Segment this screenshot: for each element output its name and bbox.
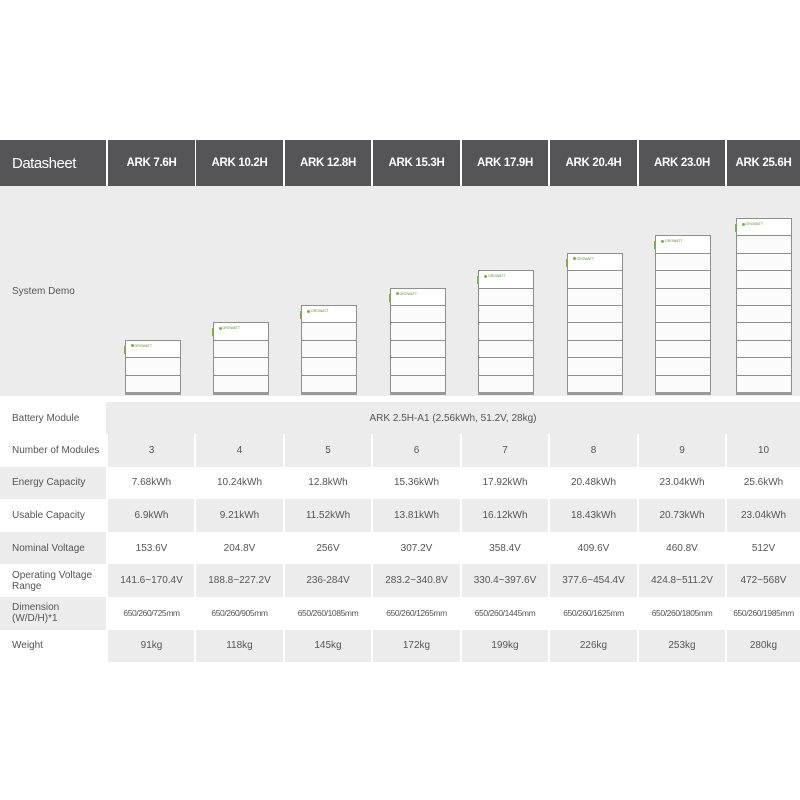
row-value: 199kg — [462, 630, 548, 663]
battery-module-block — [390, 357, 446, 375]
row-value: 5 — [285, 434, 371, 467]
row-value: 16.12kWh — [462, 499, 548, 532]
battery-module-block — [390, 375, 446, 393]
battery-module-block — [478, 340, 534, 358]
row-label: Dimension (W/D/H)*1 — [0, 597, 106, 630]
model-header: ARK 25.6H — [727, 140, 800, 186]
row-value: 307.2V — [373, 532, 460, 565]
battery-module-block — [736, 270, 792, 288]
battery-tower — [213, 322, 269, 395]
row-value: 460.8V — [639, 532, 725, 565]
battery-module-block — [567, 340, 623, 358]
battery-module-block — [736, 357, 792, 375]
battery-module-block — [125, 375, 181, 393]
row-value: 204.8V — [196, 532, 283, 565]
column-divider — [637, 434, 639, 662]
brand-logo: GROWATT — [396, 292, 418, 296]
model-header: ARK 7.6H — [108, 140, 195, 186]
tower-base — [567, 392, 623, 395]
row-value: 256V — [285, 532, 371, 565]
row-value: 23.04kWh — [727, 499, 800, 532]
row-value: 650/260/1445mm — [462, 597, 548, 630]
battery-module-block — [301, 375, 357, 393]
row-value: 10.24kWh — [196, 467, 283, 500]
brand-logo: GROWATT — [219, 326, 241, 330]
row-label: Nominal Voltage — [0, 532, 106, 565]
battery-module-block — [478, 305, 534, 323]
row-value: 141.6~170.4V — [108, 564, 195, 597]
row-value: 18.43kWh — [550, 499, 637, 532]
battery-module-block — [478, 270, 534, 288]
battery-module-block — [655, 375, 711, 393]
row-value: 153.6V — [108, 532, 195, 565]
module-handle — [566, 259, 568, 267]
row-value: 650/260/905mm — [196, 597, 283, 630]
row-value: 20.48kWh — [550, 467, 637, 500]
module-handle — [212, 328, 214, 336]
tower-base — [301, 392, 357, 395]
row-value: 650/260/1625mm — [550, 597, 637, 630]
battery-module-block — [655, 235, 711, 253]
column-divider — [460, 434, 462, 662]
module-handle — [124, 346, 126, 354]
row-value: 10 — [727, 434, 800, 467]
battery-module-block — [655, 305, 711, 323]
battery-module-block — [390, 288, 446, 306]
row-value: 9.21kWh — [196, 499, 283, 532]
battery-module-block — [390, 340, 446, 358]
battery-module-block — [478, 357, 534, 375]
battery-module-block — [567, 270, 623, 288]
row-label: Number of Modules — [0, 434, 106, 467]
system-demo-label: System Demo — [0, 186, 106, 396]
model-header: ARK 15.3H — [373, 140, 460, 186]
row-value: 6.9kWh — [108, 499, 195, 532]
battery-module-block — [213, 357, 269, 375]
battery-module-block — [478, 322, 534, 340]
tower-base — [655, 392, 711, 395]
tower-base — [213, 392, 269, 395]
row-value: 6 — [373, 434, 460, 467]
battery-module-value: ARK 2.5H-A1 (2.56kWh, 51.2V, 28kg) — [106, 402, 800, 434]
battery-module-block — [213, 340, 269, 358]
row-value: 15.36kWh — [373, 467, 460, 500]
battery-module-block — [736, 322, 792, 340]
battery-tower — [655, 235, 711, 395]
row-value: 253kg — [639, 630, 725, 663]
battery-module-block — [655, 357, 711, 375]
module-handle — [654, 241, 656, 249]
battery-module-block — [390, 305, 446, 323]
column-divider — [725, 434, 727, 662]
module-handle — [389, 294, 391, 302]
row-value: 12.8kWh — [285, 467, 371, 500]
brand-logo: GROWATT — [742, 222, 764, 226]
row-value: 472~568V — [727, 564, 800, 597]
battery-module-block — [301, 322, 357, 340]
row-value: 4 — [196, 434, 283, 467]
row-value: 358.4V — [462, 532, 548, 565]
battery-module-label: Battery Module — [0, 402, 106, 434]
row-value: 512V — [727, 532, 800, 565]
model-header: ARK 20.4H — [550, 140, 637, 186]
row-value: 188.8~227.2V — [196, 564, 283, 597]
battery-module-block — [567, 305, 623, 323]
row-label: Operating Voltage Range — [0, 564, 106, 597]
row-value: 13.81kWh — [373, 499, 460, 532]
tower-base — [478, 392, 534, 395]
column-divider — [194, 434, 196, 662]
row-value: 280kg — [727, 630, 800, 663]
module-handle — [735, 224, 737, 232]
battery-module-block — [736, 288, 792, 306]
row-value: 650/260/1985mm — [727, 597, 800, 630]
battery-tower — [301, 305, 357, 395]
row-value: 11.52kWh — [285, 499, 371, 532]
battery-module-block — [478, 375, 534, 393]
row-value: 23.04kWh — [639, 467, 725, 500]
battery-module-block — [125, 357, 181, 375]
tower-base — [125, 392, 181, 395]
battery-module-block — [655, 270, 711, 288]
battery-module-block — [478, 288, 534, 306]
module-handle — [300, 311, 302, 319]
row-label: Weight — [0, 630, 106, 663]
model-header: ARK 10.2H — [196, 140, 283, 186]
row-value: 20.73kWh — [639, 499, 725, 532]
row-value: 17.92kWh — [462, 467, 548, 500]
row-label: Usable Capacity — [0, 499, 106, 532]
row-value: 145kg — [285, 630, 371, 663]
battery-module-block — [213, 375, 269, 393]
battery-tower — [736, 218, 792, 395]
row-value: 236-284V — [285, 564, 371, 597]
row-value: 409.6V — [550, 532, 637, 565]
battery-module-block — [736, 253, 792, 271]
battery-tower — [478, 270, 534, 395]
row-value: 91kg — [108, 630, 195, 663]
row-value: 283.2~340.8V — [373, 564, 460, 597]
row-value: 7.68kWh — [108, 467, 195, 500]
row-value: 330.4~397.6V — [462, 564, 548, 597]
datasheet-table — [0, 140, 800, 662]
battery-tower — [567, 253, 623, 395]
datasheet-title: Datasheet — [0, 140, 106, 186]
battery-module-block — [736, 375, 792, 393]
row-value: 650/260/1265mm — [373, 597, 460, 630]
row-value: 424.8~511.2V — [639, 564, 725, 597]
row-value: 3 — [108, 434, 195, 467]
module-handle — [477, 276, 479, 284]
battery-module-block — [736, 340, 792, 358]
battery-module-block — [567, 253, 623, 271]
battery-tower — [390, 288, 446, 395]
battery-module-block — [655, 253, 711, 271]
battery-module-block — [655, 322, 711, 340]
battery-module-block — [736, 305, 792, 323]
row-value: 172kg — [373, 630, 460, 663]
brand-logo: GROWATT — [131, 344, 153, 348]
row-value: 7 — [462, 434, 548, 467]
column-divider — [548, 434, 550, 662]
row-label: Energy Capacity — [0, 467, 106, 500]
battery-module-block — [390, 322, 446, 340]
brand-logo: GROWATT — [573, 257, 595, 261]
battery-module-block — [567, 288, 623, 306]
column-divider — [371, 434, 373, 662]
battery-module-block — [301, 357, 357, 375]
model-header: ARK 12.8H — [285, 140, 371, 186]
row-value: 377.6~454.4V — [550, 564, 637, 597]
battery-module-block — [213, 322, 269, 340]
battery-tower — [125, 340, 181, 395]
battery-module-block — [301, 305, 357, 323]
brand-logo: GROWATT — [661, 239, 683, 243]
battery-module-block — [567, 375, 623, 393]
row-value: 118kg — [196, 630, 283, 663]
row-value: 9 — [639, 434, 725, 467]
battery-module-block — [567, 322, 623, 340]
row-value: 650/260/725mm — [108, 597, 195, 630]
tower-base — [390, 392, 446, 395]
column-divider — [283, 434, 285, 662]
tower-base — [736, 392, 792, 395]
model-header: ARK 23.0H — [639, 140, 725, 186]
battery-module-block — [655, 288, 711, 306]
battery-module-block — [736, 235, 792, 253]
brand-logo: GROWATT — [307, 309, 329, 313]
brand-logo: GROWATT — [484, 274, 506, 278]
battery-module-block — [567, 357, 623, 375]
row-value: 25.6kWh — [727, 467, 800, 500]
battery-module-block — [655, 340, 711, 358]
row-value: 650/260/1085mm — [285, 597, 371, 630]
battery-module-block — [736, 218, 792, 236]
battery-module-block — [301, 340, 357, 358]
row-value: 650/260/1805mm — [639, 597, 725, 630]
column-divider — [106, 434, 108, 662]
model-header: ARK 17.9H — [462, 140, 548, 186]
row-value: 8 — [550, 434, 637, 467]
battery-module-block — [125, 340, 181, 358]
row-value: 226kg — [550, 630, 637, 663]
